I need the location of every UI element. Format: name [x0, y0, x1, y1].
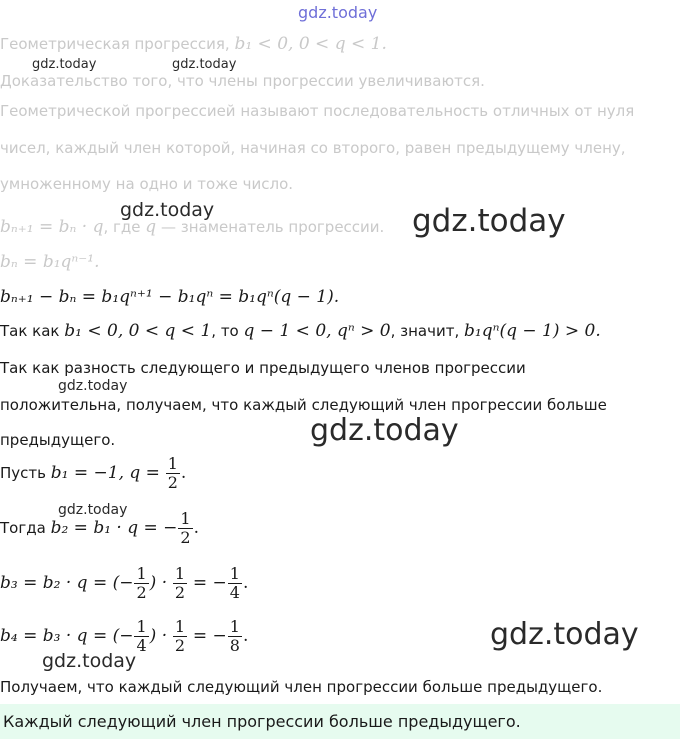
- nth-term-formula: bₙ = b₁qⁿ⁻¹.: [0, 252, 100, 272]
- then-line: [0, 510, 199, 547]
- watermark-small-1: gdz.today: [32, 57, 97, 72]
- b4-expression-a: b₄ = b₃ · q = (−: [0, 626, 134, 646]
- b4-expression-c: = −: [192, 626, 227, 646]
- paragraph-line-2: положительна, получаем, что каждый следующий член прогрессии больше: [0, 396, 607, 414]
- condition-1: b₁ < 0, 0 < q < 1: [64, 321, 212, 341]
- fraction-denominator: 4: [136, 636, 147, 655]
- conclusion-text: Получаем, что каждый следующий член прогрессии больше предыдущего.: [0, 678, 603, 696]
- b3-line: [0, 565, 248, 602]
- watermark-small-4: gdz.today: [58, 378, 128, 394]
- fraction-denominator: 2: [180, 528, 191, 547]
- fraction-numerator: 1: [180, 509, 191, 528]
- fraction-denominator: 4: [229, 583, 240, 602]
- b3-expression-b: ) ·: [149, 573, 168, 593]
- fraction-denominator: 8: [229, 636, 240, 655]
- title-text: Геометрическая прогрессия,: [0, 35, 230, 53]
- fraction-denominator: 2: [136, 583, 147, 602]
- since-word: Так как: [0, 322, 60, 340]
- b2-tail: .: [193, 518, 200, 538]
- watermark-small-2: gdz.today: [172, 57, 237, 72]
- fraction-numerator: 1: [136, 564, 147, 583]
- b2-expression: b₂ = b₁ · q = −: [50, 518, 178, 538]
- let-expression: b₁ = −1, q =: [50, 463, 160, 483]
- fraction-numerator: 1: [167, 454, 178, 473]
- so-word: , значит,: [390, 322, 460, 340]
- paragraph-line-3: предыдущего.: [0, 431, 116, 449]
- where-rest: — знаменатель прогрессии.: [160, 218, 385, 236]
- fraction-numerator: 1: [229, 564, 240, 583]
- fraction-numerator: 1: [136, 617, 147, 636]
- let-word: Пусть: [0, 464, 46, 482]
- let-line: [0, 455, 186, 492]
- where-word: , где: [103, 218, 141, 236]
- let-tail: .: [180, 463, 187, 483]
- b3-expression-a: b₃ = b₂ · q = (−: [0, 573, 134, 593]
- watermark-top: gdz.today: [298, 3, 378, 22]
- watermark-large-3: gdz.today: [490, 617, 639, 652]
- fraction-one-half: [134, 565, 148, 602]
- definition-line-1: Геометрической прогрессией называют последовательность отличных от нуля: [0, 102, 635, 120]
- fraction-denominator: 2: [174, 583, 186, 602]
- answer-text: Каждый следующий член прогрессии больше предыдущего.: [3, 712, 521, 731]
- fraction-one-quarter: [228, 565, 242, 602]
- since-line: [0, 321, 601, 341]
- definition-line-3: умноженному на одно и тоже число.: [0, 175, 294, 193]
- fraction-denominator: 2: [174, 636, 186, 655]
- title-condition: b₁ < 0, 0 < q < 1.: [234, 34, 387, 54]
- then-word-b2: Тогда: [0, 519, 46, 537]
- definition-line-2: чисел, каждый член которой, начиная со второго, равен предыдущему члену,: [0, 139, 626, 157]
- paragraph-line-1: Так как разность следующего и предыдущего членов прогрессии: [0, 359, 526, 377]
- b4-tail: .: [242, 626, 249, 646]
- fraction-one-half: [166, 455, 180, 492]
- condition-2: q − 1 < 0, qⁿ > 0: [243, 321, 391, 341]
- then-word: , то: [211, 322, 239, 340]
- problem-title: [0, 34, 387, 54]
- answer-box: [0, 704, 680, 739]
- b3-tail: .: [242, 573, 249, 593]
- fraction-numerator: 1: [174, 617, 186, 636]
- fraction-one-quarter: [134, 618, 148, 655]
- recurrence-formula: bₙ₊₁ = bₙ · q: [0, 217, 104, 237]
- b3-expression-c: = −: [192, 573, 227, 593]
- difference-formula: bₙ₊₁ − bₙ = b₁qⁿ⁺¹ − b₁qⁿ = b₁qⁿ(q − 1).: [0, 287, 340, 307]
- fraction-numerator: 1: [174, 564, 186, 583]
- recurrence-line: [0, 217, 384, 237]
- watermark-small-3: gdz.today: [120, 199, 215, 221]
- fraction-numerator: 1: [229, 617, 240, 636]
- fraction-one-half: [173, 618, 187, 655]
- watermark-large-2: gdz.today: [310, 413, 459, 448]
- fraction-one-half: [178, 510, 192, 547]
- fraction-one-half: [173, 565, 187, 602]
- condition-3: b₁qⁿ(q − 1) > 0.: [464, 321, 601, 341]
- watermark-small-6: gdz.today: [42, 650, 137, 672]
- q-symbol: q: [145, 217, 157, 237]
- fraction-one-eighth: [228, 618, 242, 655]
- fraction-denominator: 2: [167, 473, 178, 492]
- proof-intro: Доказательство того, что члены прогрессии увеличиваются.: [0, 72, 485, 90]
- watermark-large-1: gdz.today: [412, 203, 566, 239]
- watermark-small-5: gdz.today: [58, 502, 128, 518]
- b4-expression-b: ) ·: [149, 626, 168, 646]
